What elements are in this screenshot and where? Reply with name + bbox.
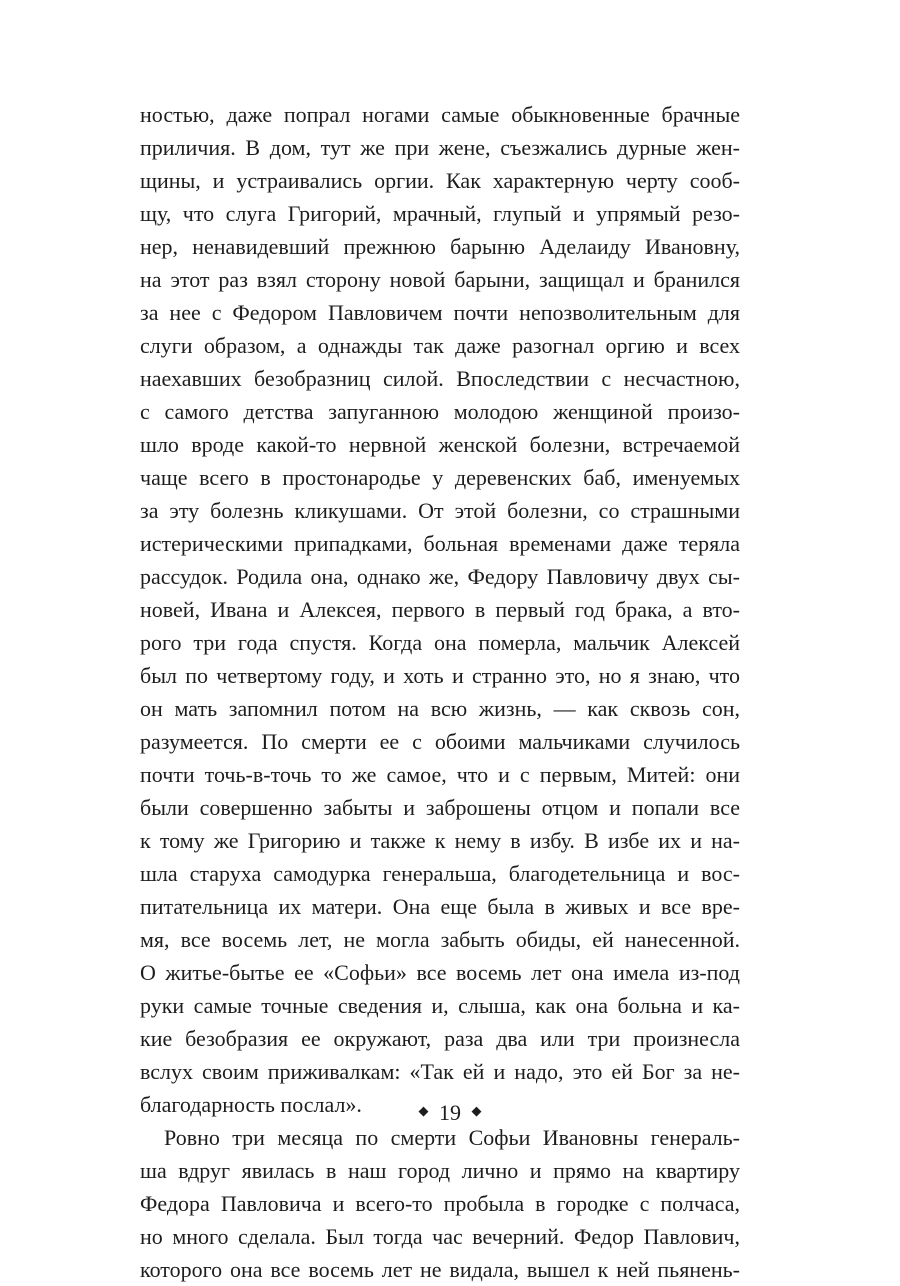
paragraph-start-line: Ровно три месяца по смерти Софьи Ивановны генераль-	[164, 1125, 740, 1150]
text-line: чаще всего в простонародье у деревенских баб, именуемых	[140, 465, 740, 490]
text-line: руки самые точные сведения и, слыша, как она больна и ка-	[140, 993, 740, 1018]
text-line: мя, все восемь лет, не могла забыть обиды, ей нанесенной.	[140, 927, 740, 952]
text-line: О житье-бытье ее «Софьи» все восемь лет она имела из-под	[140, 960, 740, 985]
text-line: приличия. В дом, тут же при жене, съезжались дурные жен-	[140, 135, 740, 160]
text-line: с самого детства запуганною молодою женщиной произо-	[140, 399, 740, 424]
text-line: за нее с Федором Павловичем почти непозволительным для	[140, 300, 740, 325]
paragraph-end-line: благодарность послал».	[140, 1092, 362, 1117]
text-line: разумеется. По смерти ее с обоими мальчиками случилось	[140, 729, 740, 754]
text-line: которого она все восемь лет не видала, вышел к ней пьянень-	[140, 1257, 740, 1282]
diamond-ornament-icon: ◆	[418, 1102, 429, 1118]
text-line: за эту болезнь кликушами. От этой болезни, со страшными	[140, 498, 740, 523]
text-line: вслух своим приживалкам: «Так ей и надо, это ей Бог за не-	[140, 1059, 740, 1084]
text-line: кие безобразия ее окружают, раза два или три произнесла	[140, 1026, 740, 1051]
text-line: щины, и устраивались оргии. Как характерную черту сооб-	[140, 168, 740, 193]
text-line: ша вдруг явилась в наш город лично и прямо на квартиру	[140, 1158, 740, 1183]
page-footer	[0, 1096, 900, 1128]
text-line: истерическими припадками, больная временами даже теряла	[140, 531, 740, 556]
text-line: Федора Павловича и всего-то пробыла в городке с полчаса,	[140, 1191, 740, 1216]
text-line: был по четвертому году, и хоть и странно это, но я знаю, что	[140, 663, 740, 688]
text-line: ностью, даже попрал ногами самые обыкновенные брачные	[140, 102, 740, 127]
text-line: к тому же Григорию и также к нему в избу. В избе их и на-	[140, 828, 740, 853]
text-line: нер, ненавидевший прежнюю барыню Аделаиду Ивановну,	[140, 234, 740, 259]
text-line: рассудок. Родила она, однако же, Федору Павловичу двух сы-	[140, 564, 740, 589]
text-line: щу, что слуга Григорий, мрачный, глупый и упрямый резо-	[140, 201, 740, 226]
text-line: рого три года спустя. Когда она померла, мальчик Алексей	[140, 630, 740, 655]
text-line: питательница их матери. Она еще была в живых и все вре-	[140, 894, 740, 919]
text-line: слуги образом, а однажды так даже разогнал оргию и всех	[140, 333, 740, 358]
text-line: на этот раз взял сторону новой барыни, защищал и бранился	[140, 267, 740, 292]
text-line: новей, Ивана и Алексея, первого в первый год брака, а вто-	[140, 597, 740, 622]
text-line: но много сделала. Был тогда час вечерний. Федор Павлович,	[140, 1224, 740, 1249]
text-line: шла старуха самодурка генеральша, благодетельница и вос-	[140, 861, 740, 886]
text-line: почти точь-в-точь то же самое, что и с первым, Митей: они	[140, 762, 740, 787]
diamond-ornament-icon: ◆	[471, 1102, 482, 1118]
text-line: он мать запомнил потом на всю жизнь, — как сквозь сон,	[140, 696, 740, 721]
text-line: шло вроде какой-то нервной женской болезни, встречаемой	[140, 432, 740, 457]
text-line: были совершенно забыты и заброшены отцом и попали все	[140, 795, 740, 820]
page-number: 19	[439, 1099, 461, 1125]
text-line: наехавших безобразниц силой. Впоследствии с несчастною,	[140, 366, 740, 391]
